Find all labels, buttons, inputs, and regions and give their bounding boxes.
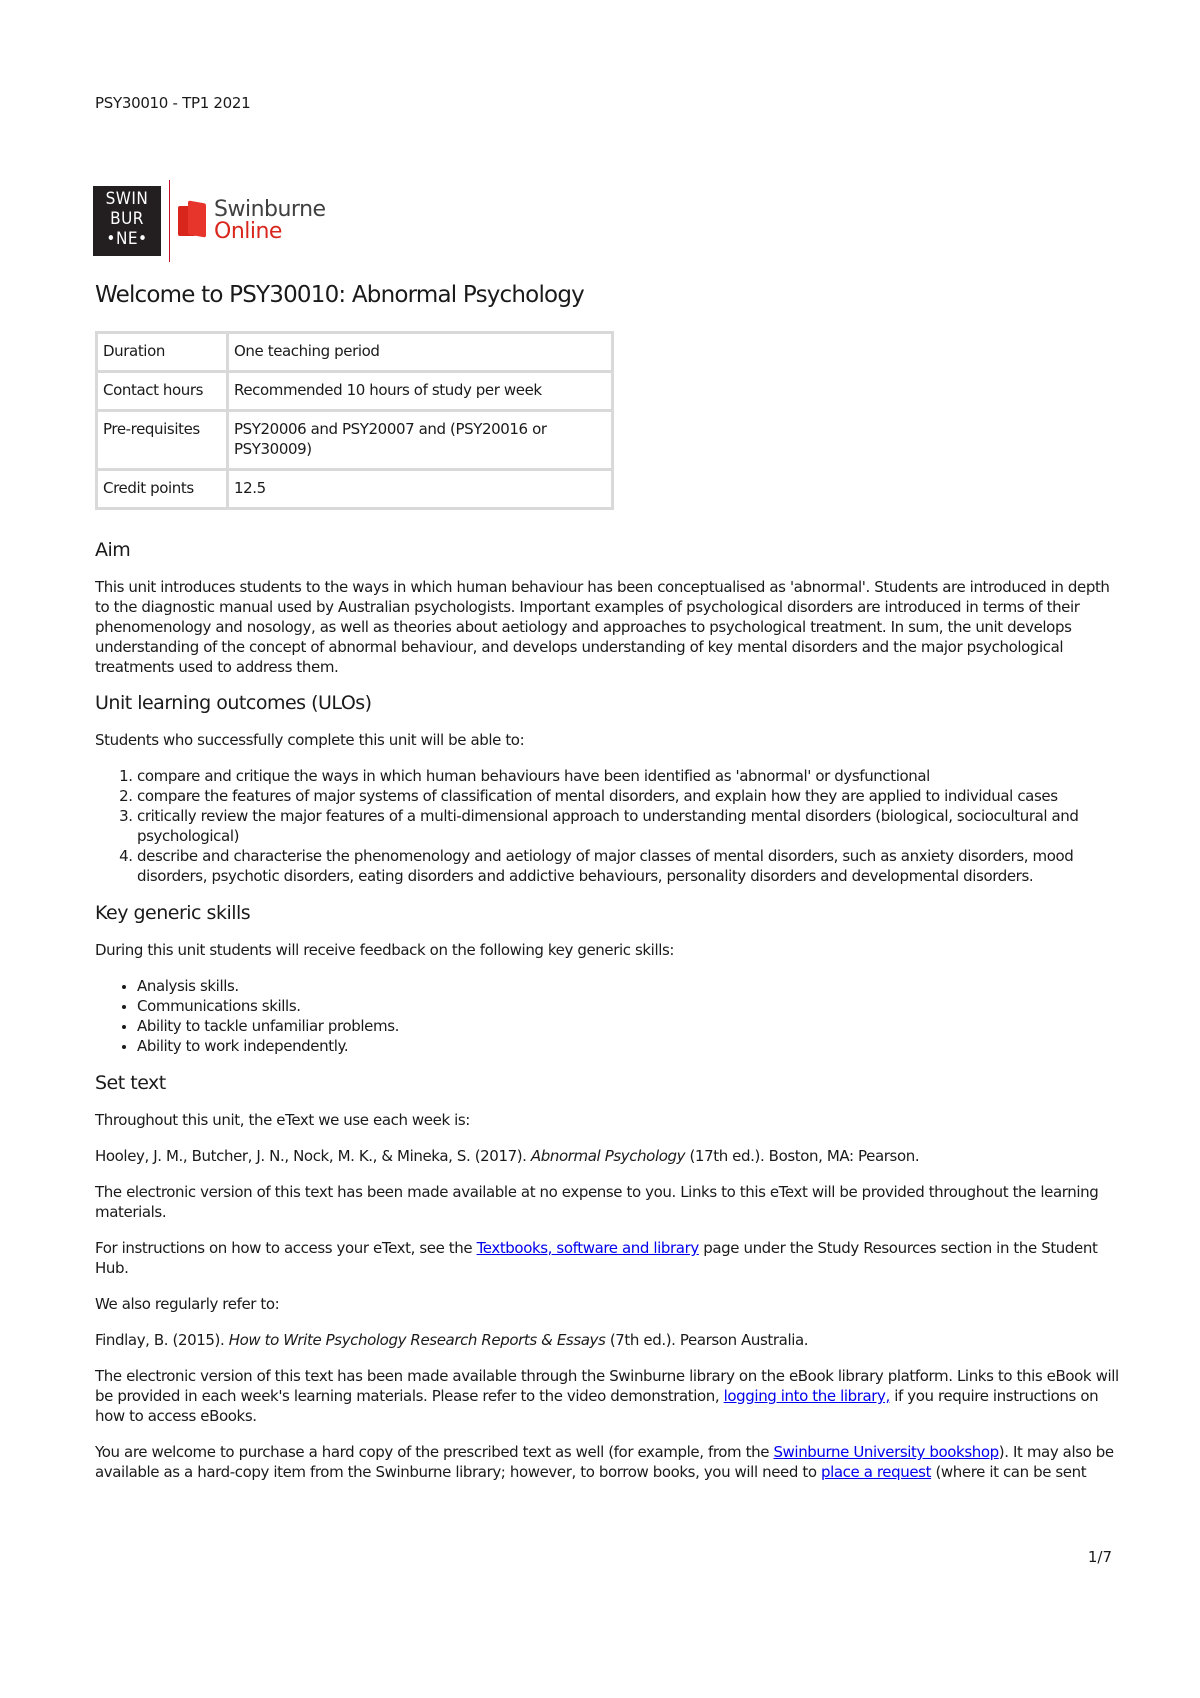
- table-row: [97, 372, 613, 411]
- swinburne-logo: [93, 180, 326, 262]
- table-row: [97, 333, 613, 372]
- reference-authors: Findlay, B. (2015).: [95, 1331, 229, 1349]
- ulo-intro: Students who successfully complete this unit will be able to:: [95, 731, 525, 749]
- aim-text: This unit introduces students to the ways in which human behaviour has been conceptualised as 'abnormal'. Students are introduced in depth to the diagnostic manual used by Australian psychologists. Important examples of psychological disorders are introduced in terms of their phenomenology and nosology, as well as theories about aetiology and approaches to psychological treatment. In sum, the unit develops understanding of the concept of abnormal behaviour, and develops understanding of key mental disorders and the major psychological treatments used to address them.: [95, 578, 1110, 676]
- text-span: ). It may also be available as a hard-copy item from the Swinburne library; however, to borrow books, you will need to: [95, 1443, 1114, 1481]
- text-span: For instructions on how to access your eText, see the: [95, 1239, 477, 1257]
- text-span: You are welcome to purchase a hard copy of the prescribed text as well (for example, from the: [95, 1443, 774, 1461]
- logo-block-line: •NE•: [106, 229, 148, 249]
- text-span: if you require instructions on how to access eBooks.: [95, 1387, 1099, 1425]
- ulo-list: [95, 766, 1120, 886]
- unit-info-table: [95, 331, 614, 510]
- table-row: [97, 470, 613, 509]
- set-text-intro: Throughout this unit, the eText we use each week is:: [95, 1111, 470, 1129]
- logo-text: [214, 199, 326, 243]
- skills-list: [95, 976, 1120, 1056]
- text-span: The electronic version of this text has been made available through the Swinburne library on the eBook library platform. Links to this eBook will be provided in each week's learning materials. Please refer to the video demonstration,: [95, 1367, 1119, 1405]
- list-item: • Analysis skills.: [137, 976, 1120, 996]
- logo-block-line: SWIN: [105, 189, 149, 209]
- logo-text-line2: Online: [214, 219, 282, 244]
- list-item: • Ability to tackle unfamiliar problems.: [137, 1016, 1120, 1036]
- running-header: PSY30010 - TP1 2021: [95, 94, 251, 112]
- table-value: PSY20006 and PSY20007 and (PSY20016 or PSY30009): [228, 411, 613, 470]
- etext-access-instructions: [95, 1238, 1120, 1278]
- reference-details: (7th ed.). Pearson Australia.: [605, 1331, 809, 1349]
- table-key: Credit points: [97, 470, 228, 509]
- page-title: Welcome to PSY30010: Abnormal Psychology: [95, 282, 584, 308]
- ebook-availability: [95, 1366, 1120, 1426]
- textbooks-software-library-link[interactable]: Textbooks, software and library: [476, 1239, 699, 1257]
- text-span: (where it can be sent: [931, 1463, 1087, 1481]
- skills-heading: Key generic skills: [95, 902, 251, 924]
- list-item: • Communications skills.: [137, 996, 1120, 1016]
- table-value: Recommended 10 hours of study per week: [228, 372, 613, 411]
- list-item: 2. compare the features of major systems of classification of mental disorders, and explain how they are applied to individual cases: [137, 786, 1120, 806]
- also-refer-text: We also regularly refer to:: [95, 1295, 280, 1313]
- aim-heading: Aim: [95, 539, 131, 561]
- place-request-link[interactable]: place a request: [820, 1463, 932, 1481]
- hardcopy-purchase-text: [95, 1442, 1120, 1482]
- table-key: Pre-requisites: [97, 411, 228, 470]
- reference-findlay: [95, 1330, 1120, 1350]
- page-number: 1/7: [1087, 1548, 1112, 1566]
- logging-into-library-link[interactable]: logging into the library,: [723, 1387, 890, 1405]
- table-row: [97, 411, 613, 470]
- ulo-heading: Unit learning outcomes (ULOs): [95, 692, 372, 714]
- reference-authors: Hooley, J. M., Butcher, J. N., Nock, M. K., & Mineka, S. (2017).: [95, 1147, 531, 1165]
- swinburne-online-mark-icon: [178, 202, 208, 240]
- reference-details: (17th ed.). Boston, MA: Pearson.: [685, 1147, 920, 1165]
- etext-availability: The electronic version of this text has been made available at no expense to you. Links to this eText will be provided throughout the learning materials.: [95, 1183, 1099, 1221]
- reference-title: Abnormal Psychology: [530, 1147, 686, 1165]
- bookshop-link[interactable]: Swinburne University bookshop: [773, 1443, 999, 1461]
- text-span: page under the Study Resources section in the Student Hub.: [95, 1239, 1098, 1277]
- swinburne-logo-block: [93, 186, 161, 256]
- logo-divider: [169, 180, 170, 262]
- list-item: • Ability to work independently.: [137, 1036, 1120, 1056]
- logo-block-line: BUR: [110, 209, 144, 229]
- main-content: [95, 540, 1120, 1498]
- list-item: 1. compare and critique the ways in which human behaviours have been identified as 'abnormal' or dysfunctional: [137, 766, 1120, 786]
- list-item: 4. describe and characterise the phenomenology and aetiology of major classes of mental disorders, such as anxiety disorders, mood disorders, psychotic disorders, eating disorders and addictive behaviours, personality disorders and developmental disorders.: [137, 846, 1120, 886]
- table-key: Duration: [97, 333, 228, 372]
- skills-intro: During this unit students will receive feedback on the following key generic skills:: [95, 941, 675, 959]
- table-value: 12.5: [228, 470, 613, 509]
- reference-title: How to Write Psychology Research Reports & Essays: [228, 1331, 606, 1349]
- set-text-heading: Set text: [95, 1072, 166, 1094]
- reference-hooley: [95, 1146, 1120, 1166]
- table-value: One teaching period: [228, 333, 613, 372]
- table-key: Contact hours: [97, 372, 228, 411]
- list-item: 3. critically review the major features of a multi-dimensional approach to understanding mental disorders (biological, sociocultural and psychological): [137, 806, 1120, 846]
- logo-text-line1: Swinburne: [214, 197, 326, 222]
